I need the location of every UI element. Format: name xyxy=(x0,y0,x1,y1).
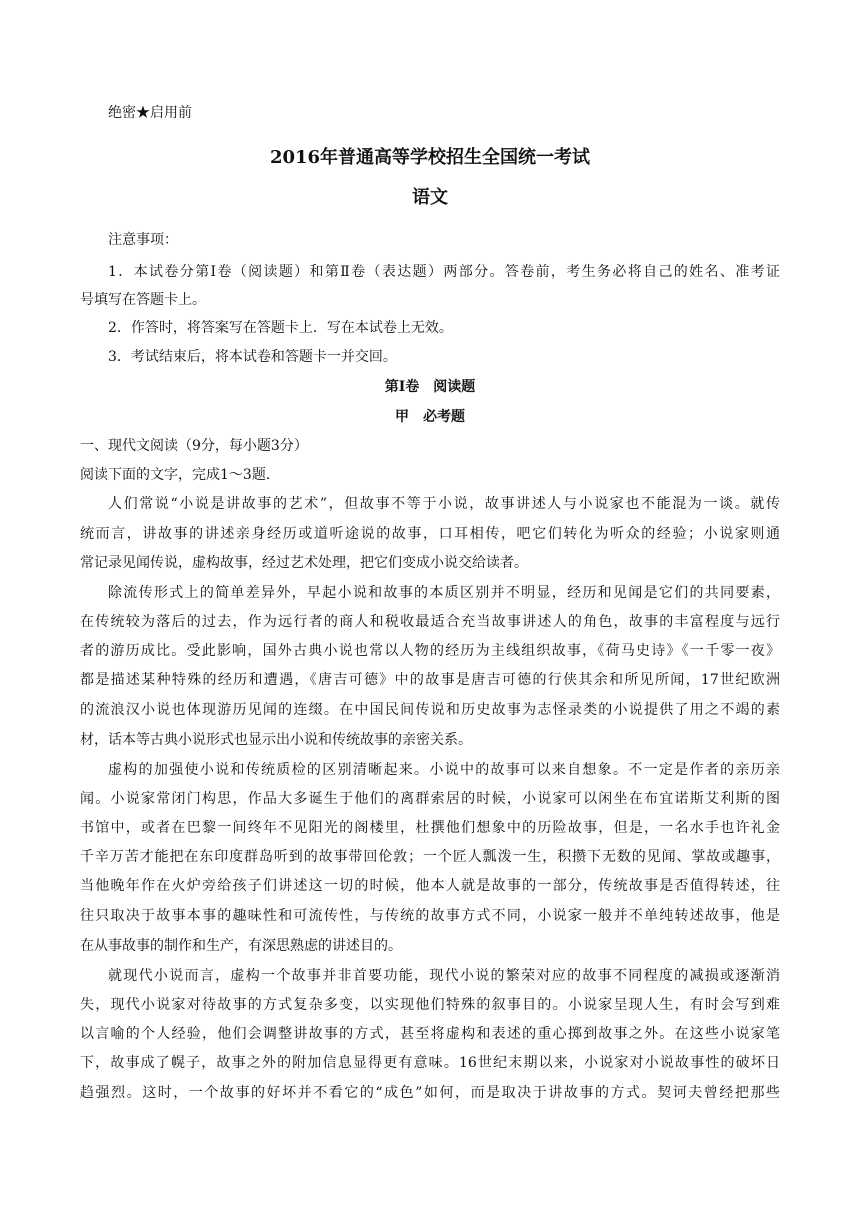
notice-item-3: 3．考试结束后，将本试卷和答题卡一并交回。 xyxy=(108,349,397,365)
reading-instruction: 阅读下面的文字，完成1～3题． xyxy=(80,467,280,483)
passage-line: 千辛万苦才能把在东印度群岛听到的故事带回伦敦；一个匠人瓢泼一生，积攒下无数的见闻、掌故或趣事， xyxy=(80,849,780,865)
passage-line: 虚构的加强使小说和传统质检的区别清晰起来。小说中的故事可以来自想象。不一定是作者的亲历亲 xyxy=(108,762,780,778)
passage-line: 下，故事成了幌子，故事之外的附加信息显得更有意味。16世纪末期以来，小说家对小说故事性的破坏日 xyxy=(80,1055,780,1071)
passage-line: 统而言，讲故事的讲述亲身经历或道听途说的故事，口耳相传，吧它们转化为听众的经验；小说家则通 xyxy=(80,526,780,542)
passage-line: 当他晚年作在火炉旁给孩子们讲述这一切的时候，他本人就是故事的一部分，传统故事是否值得转述，往 xyxy=(80,878,780,894)
passage-line: 在从事故事的制作和生产，有深思熟虑的讲述目的。 xyxy=(80,938,402,954)
passage-line: 在传统较为落后的过去，作为远行者的商人和税收最适合充当故事讲述人的角色，故事的丰富程度与远行 xyxy=(80,614,780,630)
passage-line: 常记录见闻传说，虚构故事，经过艺术处理，把它们变成小说交给读者。 xyxy=(80,555,528,571)
passage-line: 书馆中，或者在巴黎一间终年不见阳光的阁楼里，杜撰他们想象中的历险故事，但是，一名水手也许礼金 xyxy=(80,820,780,836)
passage-line: 人们常说“小说是讲故事的艺术”，但故事不等于小说，故事讲述人与小说家也不能混为一谈。就传 xyxy=(108,496,780,512)
passage-line: 除流传形式上的简单差异外，早起小说和故事的本质区别并不明显，经历和见闻是它们的共同要素， xyxy=(108,585,780,601)
notice-item-2: 2．作答时，将答案写在答题卡上．写在本试卷上无效。 xyxy=(108,320,453,336)
volume-title: 第Ⅰ卷 阅读题 xyxy=(384,379,476,395)
passage-line: 趋强烈。这时，一个故事的好坏并不看它的“成色”如何，而是取决于讲故事的方式。契诃夫曾经把那些 xyxy=(80,1085,780,1101)
passage-line: 闻。小说家常闭门构思，作品大多诞生于他们的离群索居的时候，小说家可以闲坐在布宜诺斯艾利斯的图 xyxy=(80,791,780,807)
passage-line: 就现代小说而言，虚构一个故事并非首要功能，现代小说的繁荣对应的故事不同程度的减损或逐渐消 xyxy=(108,968,780,984)
passage-line: 都是描述某种特殊的经历和遭遇，《唐吉可德》中的故事是唐吉可德的行侠其余和所见所闻，17世纪欧洲 xyxy=(80,672,780,688)
part-title: 甲 必考题 xyxy=(395,409,465,425)
passage-line: 以言喻的个人经验，他们会调整讲故事的方式，甚至将虚构和表述的重心掷到故事之外。在这些小说家笔 xyxy=(80,1026,780,1042)
subject-title: 语文 xyxy=(412,187,448,208)
question-heading: 一、现代文阅读（9分，每小题3分） xyxy=(80,438,308,454)
notice-heading: 注意事项： xyxy=(108,232,178,248)
passage-line: 材，话本等古典小说形式也显示出小说和传统故事的亲密关系。 xyxy=(80,732,472,748)
passage-line: 者的游历成比。受此影响，国外古典小说也常以人物的经历为主线组织故事，《荷马史诗》《一千零一夜》 xyxy=(80,643,780,659)
passage-line: 失，现代小说家对待故事的方式复杂多变，以实现他们特殊的叙事目的。小说家呈现人生，有时会写到难 xyxy=(80,997,780,1013)
exam-title: 2016年普通高等学校招生全国统一考试 xyxy=(269,147,591,168)
passage-line: 的流浪汉小说也体现游历见闻的连缀。在中国民间传说和历史故事为志怪录类的小说提供了用之不竭的素 xyxy=(80,702,780,718)
notice-item-1-continued: 号填写在答题卡上。 xyxy=(80,292,206,308)
notice-item-1: 1．本试卷分第Ⅰ卷（阅读题）和第Ⅱ卷（表达题）两部分。答卷前，考生务必将自己的姓名、准考证 xyxy=(108,264,780,280)
passage-line: 往只取决于故事本事的趣味性和可流传性，与传统的故事方式不同，小说家一般并不单纯转述故事，他是 xyxy=(80,908,780,924)
secret-mark: 绝密★启用前 xyxy=(108,105,192,121)
